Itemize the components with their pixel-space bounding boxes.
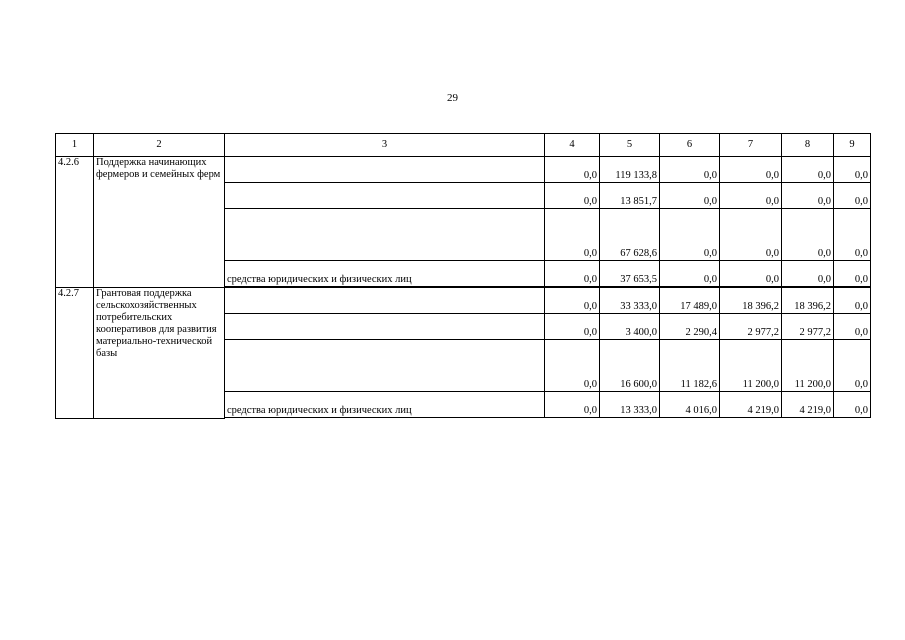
value-cell: 2 290,4 bbox=[660, 314, 720, 340]
value-cell: 0,0 bbox=[660, 261, 720, 287]
value-cell: 0,0 bbox=[834, 157, 871, 183]
item-code: 4.2.7 bbox=[56, 288, 94, 419]
header-row bbox=[56, 134, 871, 157]
funding-source: средства юридических и физических лиц bbox=[225, 392, 545, 418]
value-cell: 0,0 bbox=[545, 340, 600, 392]
value-cell: 13 333,0 bbox=[600, 392, 660, 418]
header-cell: 5 bbox=[600, 134, 660, 157]
value-cell: 0,0 bbox=[834, 209, 871, 261]
value-cell: 33 333,0 bbox=[600, 288, 660, 314]
value-cell: 67 628,6 bbox=[600, 209, 660, 261]
value-cell: 0,0 bbox=[660, 157, 720, 183]
item-name: Грантовая поддержка сельскохозяйственных потребительских кооперативов для развития материально-технической базы bbox=[94, 288, 225, 419]
page-number: 29 bbox=[447, 92, 458, 104]
value-cell: 4 219,0 bbox=[720, 392, 782, 418]
value-cell: 0,0 bbox=[834, 314, 871, 340]
header-cell: 3 bbox=[225, 134, 545, 157]
value-cell: 0,0 bbox=[720, 209, 782, 261]
value-cell: 0,0 bbox=[834, 261, 871, 287]
funding-source bbox=[225, 288, 545, 314]
value-cell: 0,0 bbox=[545, 288, 600, 314]
value-cell: 37 653,5 bbox=[600, 261, 660, 287]
value-cell: 0,0 bbox=[660, 209, 720, 261]
value-cell: 0,0 bbox=[720, 157, 782, 183]
header-cell: 7 bbox=[720, 134, 782, 157]
value-cell: 11 200,0 bbox=[720, 340, 782, 392]
value-cell: 3 400,0 bbox=[600, 314, 660, 340]
budget-table bbox=[55, 133, 871, 419]
value-cell: 17 489,0 bbox=[660, 288, 720, 314]
table-row bbox=[56, 288, 871, 314]
value-cell: 0,0 bbox=[834, 183, 871, 209]
funding-source bbox=[225, 209, 545, 261]
value-cell: 0,0 bbox=[834, 392, 871, 418]
funding-source bbox=[225, 340, 545, 392]
header-cell: 2 bbox=[94, 134, 225, 157]
funding-source bbox=[225, 314, 545, 340]
item-code: 4.2.6 bbox=[56, 157, 94, 288]
value-cell: 2 977,2 bbox=[782, 314, 834, 340]
value-cell: 0,0 bbox=[545, 183, 600, 209]
value-cell: 0,0 bbox=[545, 209, 600, 261]
value-cell: 2 977,2 bbox=[720, 314, 782, 340]
funding-source bbox=[225, 157, 545, 183]
value-cell: 0,0 bbox=[782, 209, 834, 261]
value-cell: 0,0 bbox=[545, 261, 600, 287]
header-cell: 9 bbox=[834, 134, 871, 157]
value-cell: 0,0 bbox=[545, 157, 600, 183]
value-cell: 0,0 bbox=[834, 288, 871, 314]
value-cell: 0,0 bbox=[782, 183, 834, 209]
value-cell: 11 200,0 bbox=[782, 340, 834, 392]
funding-source: средства юридических и физических лиц bbox=[225, 261, 545, 287]
value-cell: 0,0 bbox=[720, 183, 782, 209]
value-cell: 0,0 bbox=[834, 340, 871, 392]
value-cell: 0,0 bbox=[782, 157, 834, 183]
value-cell: 119 133,8 bbox=[600, 157, 660, 183]
value-cell: 16 600,0 bbox=[600, 340, 660, 392]
header-cell: 4 bbox=[545, 134, 600, 157]
header-cell: 8 bbox=[782, 134, 834, 157]
value-cell: 11 182,6 bbox=[660, 340, 720, 392]
value-cell: 18 396,2 bbox=[782, 288, 834, 314]
value-cell: 4 016,0 bbox=[660, 392, 720, 418]
item-name: Поддержка начинающих фермеров и семейных ферм bbox=[94, 157, 225, 288]
value-cell: 0,0 bbox=[660, 183, 720, 209]
value-cell: 0,0 bbox=[720, 261, 782, 287]
value-cell: 0,0 bbox=[545, 314, 600, 340]
header-cell: 6 bbox=[660, 134, 720, 157]
table-row bbox=[56, 157, 871, 183]
value-cell: 18 396,2 bbox=[720, 288, 782, 314]
value-cell: 4 219,0 bbox=[782, 392, 834, 418]
value-cell: 0,0 bbox=[545, 392, 600, 418]
value-cell: 0,0 bbox=[782, 261, 834, 287]
value-cell: 13 851,7 bbox=[600, 183, 660, 209]
header-cell: 1 bbox=[56, 134, 94, 157]
funding-source bbox=[225, 183, 545, 209]
